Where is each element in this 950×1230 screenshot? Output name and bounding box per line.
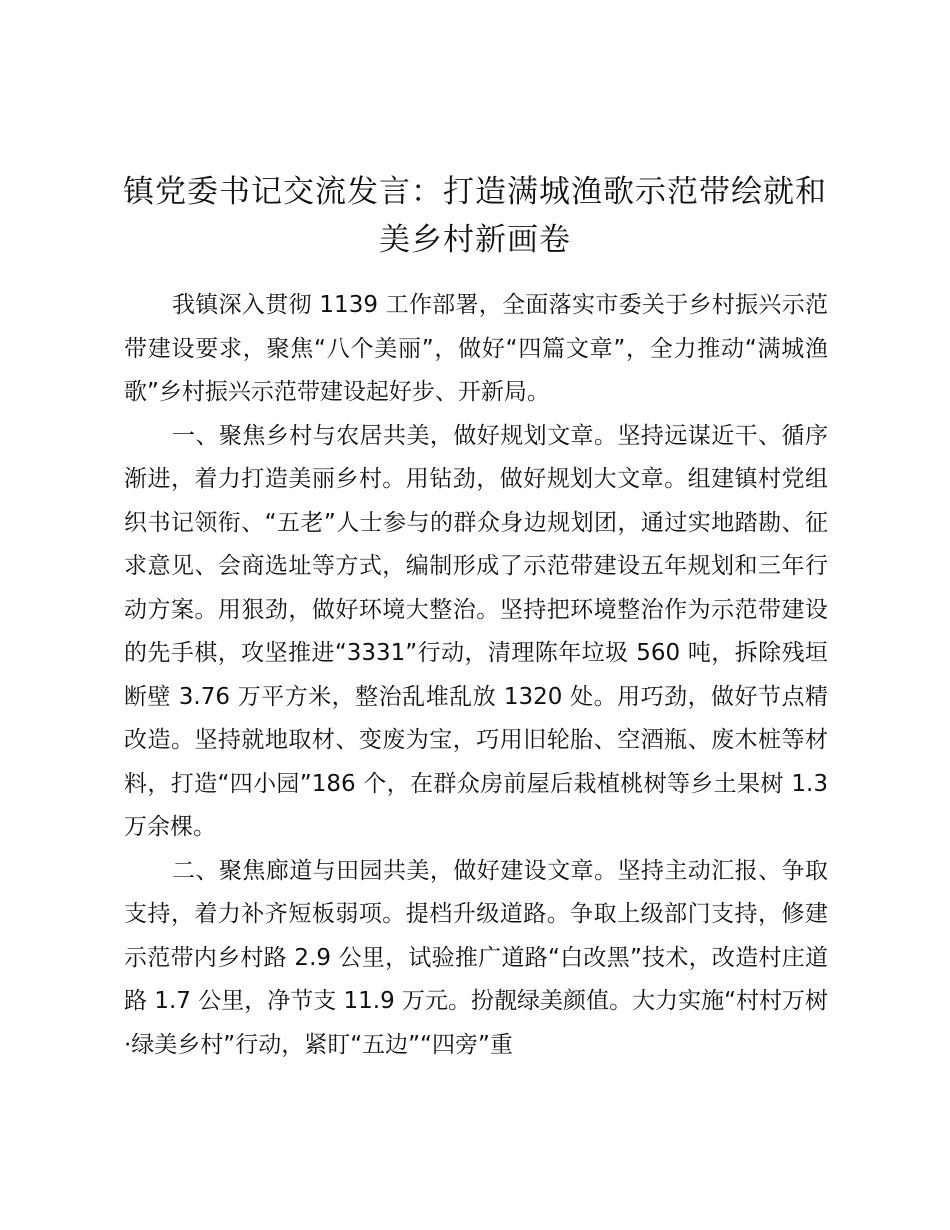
paragraph-section-2: 二、聚焦廊道与田园共美，做好建设文章。坚持主动汇报、争取支持，着力补齐短板弱项。提档升级道路。争取上级部门支持，修建示范带内乡村路 2.9 公里，试验推广道路“白改黑”技术，改造村庄道路 1.7 公里，净节支 11.9 万元。扮靓绿美颜值。大力实施“村村万树·绿美乡村”行动，紧盯“五边”“四旁”重: [124, 857, 828, 1058]
paragraph-section-1: 一、聚焦乡村与农居共美，做好规划文章。坚持远谋近干、循序渐进，着力打造美丽乡村。用钻劲，做好规划大文章。组建镇村党组织书记领衔、“五老”人士参与的群众身边规划团，通过实地踏勘、征求意见、会商选址等方式，编制形成了示范带建设五年规划和三年行动方案。用狠劲，做好环境大整治。坚持把环境整治作为示范带建设的先手棋，攻坚推进“3331”行动，清理陈年垃圾 560 吨，拆除残垣断壁 3.76 万平方米，整治乱堆乱放 1320 处。用巧劲，做好节点精改造。坚持就地取材、变废为宝，巧用旧轮胎、空酒瓶、废木桩等材料，打造“四小园”186 个，在群众房前屋后栽植桃树等乡土果树 1.3 万余棵。: [124, 422, 828, 840]
document-body: [124, 284, 828, 1067]
document-title: 镇党委书记交流发言：打造满城渔歌示范带绘就和美乡村新画卷: [123, 174, 827, 258]
paragraph-intro: 我镇深入贯彻 1139 工作部署，全面落实市委关于乡村振兴示范带建设要求，聚焦“八个美丽”，做好“四篇文章”，全力推动“满城渔歌”乡村振兴示范带建设起好步、开新局。: [124, 292, 828, 405]
